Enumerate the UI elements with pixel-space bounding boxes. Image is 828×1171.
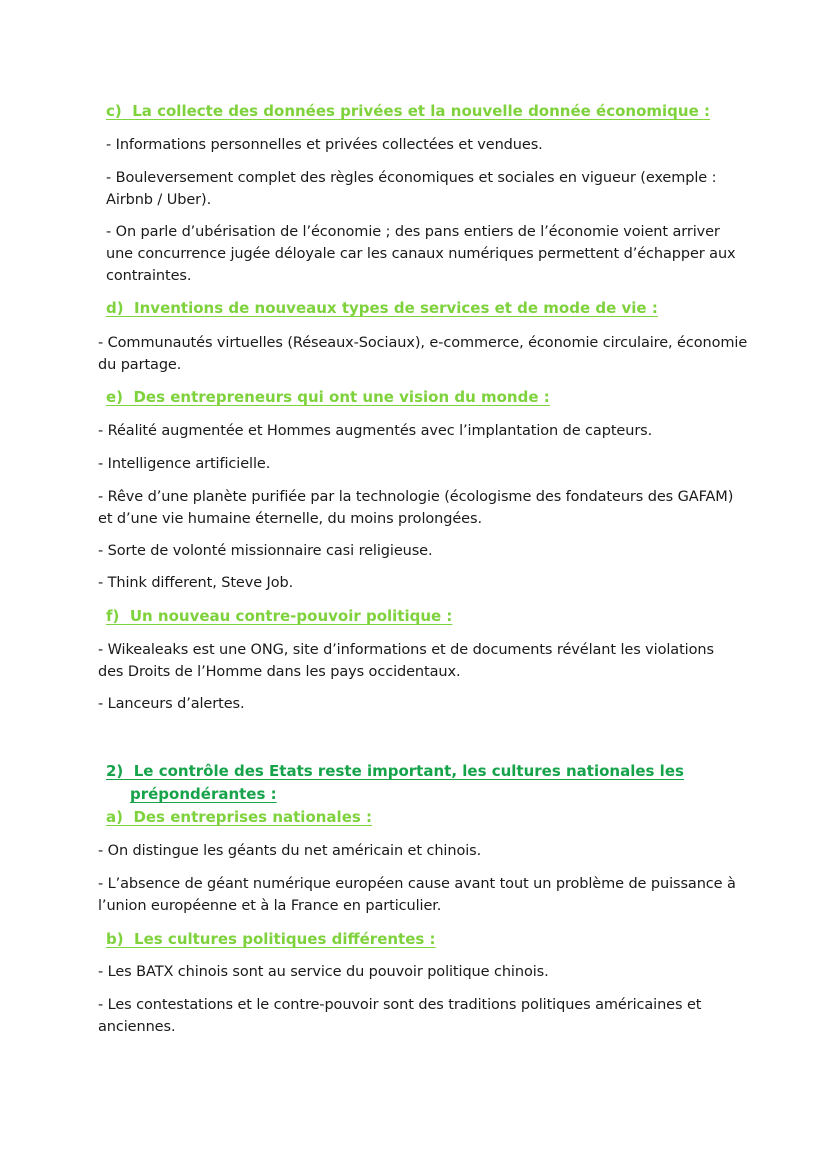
heading-e: [106, 386, 550, 408]
f-line-1: - Wikealeaks est une ONG, site d’informations et de documents révélant les violations: [98, 642, 714, 658]
c-line-3: Airbnb / Uber).: [106, 192, 212, 208]
heading-c: [106, 100, 710, 122]
b-line-3: anciennes.: [98, 1019, 176, 1035]
c-line-6: contraintes.: [106, 268, 192, 284]
heading-a-title: Des entreprises nationales :: [133, 808, 373, 826]
heading-a-letter: a): [106, 808, 123, 826]
heading-2-title-line1: Le contrôle des Etats reste important, les cultures nationales les: [133, 762, 684, 780]
f-line-3: - Lanceurs d’alertes.: [98, 696, 245, 712]
heading-2: [106, 760, 684, 782]
d-line-1: - Communautés virtuelles (Réseaux-Sociaux), e-commerce, économie circulaire, économie: [98, 335, 748, 351]
b-line-1: - Les BATX chinois sont au service du pouvoir politique chinois.: [98, 964, 549, 980]
c-line-5: une concurrence jugée déloyale car les canaux numériques permettent d’échapper aux: [106, 246, 736, 262]
e-line-5: - Sorte de volonté missionnaire casi religieuse.: [98, 543, 433, 559]
heading-f-letter: f): [106, 607, 120, 625]
heading-b: [106, 928, 436, 950]
c-line-1: - Informations personnelles et privées collectées et vendues.: [106, 137, 543, 153]
heading-e-letter: e): [106, 388, 124, 406]
heading-b-title: Les cultures politiques différentes :: [134, 930, 436, 948]
d-line-2: du partage.: [98, 357, 182, 373]
heading-e-title: Des entrepreneurs qui ont une vision du monde :: [133, 388, 550, 406]
heading-d-title: Inventions de nouveaux types de services et de mode de vie :: [134, 299, 658, 317]
a-line-1: - On distingue les géants du net américain et chinois.: [98, 843, 482, 859]
heading-b-letter: b): [106, 930, 124, 948]
heading-d: [106, 297, 658, 319]
heading-a: [106, 806, 372, 828]
a-line-3: l’union européenne et à la France en particulier.: [98, 898, 442, 914]
heading-2-title-line2: prépondérantes :: [130, 785, 277, 803]
c-line-2: - Bouleversement complet des règles économiques et sociales en vigueur (exemple :: [106, 170, 717, 186]
heading-c-title: La collecte des données privées et la nouvelle donnée économique :: [132, 102, 710, 120]
b-line-2: - Les contestations et le contre-pouvoir sont des traditions politiques américaines et: [98, 997, 702, 1013]
e-line-2: - Intelligence artificielle.: [98, 456, 271, 472]
e-line-1: - Réalité augmentée et Hommes augmentés avec l’implantation de capteurs.: [98, 423, 653, 439]
heading-c-letter: c): [106, 102, 122, 120]
c-line-4: - On parle d’ubérisation de l’économie ; des pans entiers de l’économie voient arriver: [106, 224, 720, 240]
heading-f-title: Un nouveau contre-pouvoir politique :: [129, 607, 453, 625]
e-line-3: - Rêve d’une planète purifiée par la technologie (écologisme des fondateurs des GAFAM): [98, 489, 734, 505]
a-line-2: - L’absence de géant numérique européen cause avant tout un problème de puissance à: [98, 876, 736, 892]
f-line-2: des Droits de l’Homme dans les pays occidentaux.: [98, 664, 461, 680]
heading-2-number: 2): [106, 762, 124, 780]
heading-d-letter: d): [106, 299, 124, 317]
e-line-6: - Think different, Steve Job.: [98, 575, 294, 591]
heading-f: [106, 605, 452, 627]
e-line-4: et d’une vie humaine éternelle, du moins prolongées.: [98, 511, 482, 527]
